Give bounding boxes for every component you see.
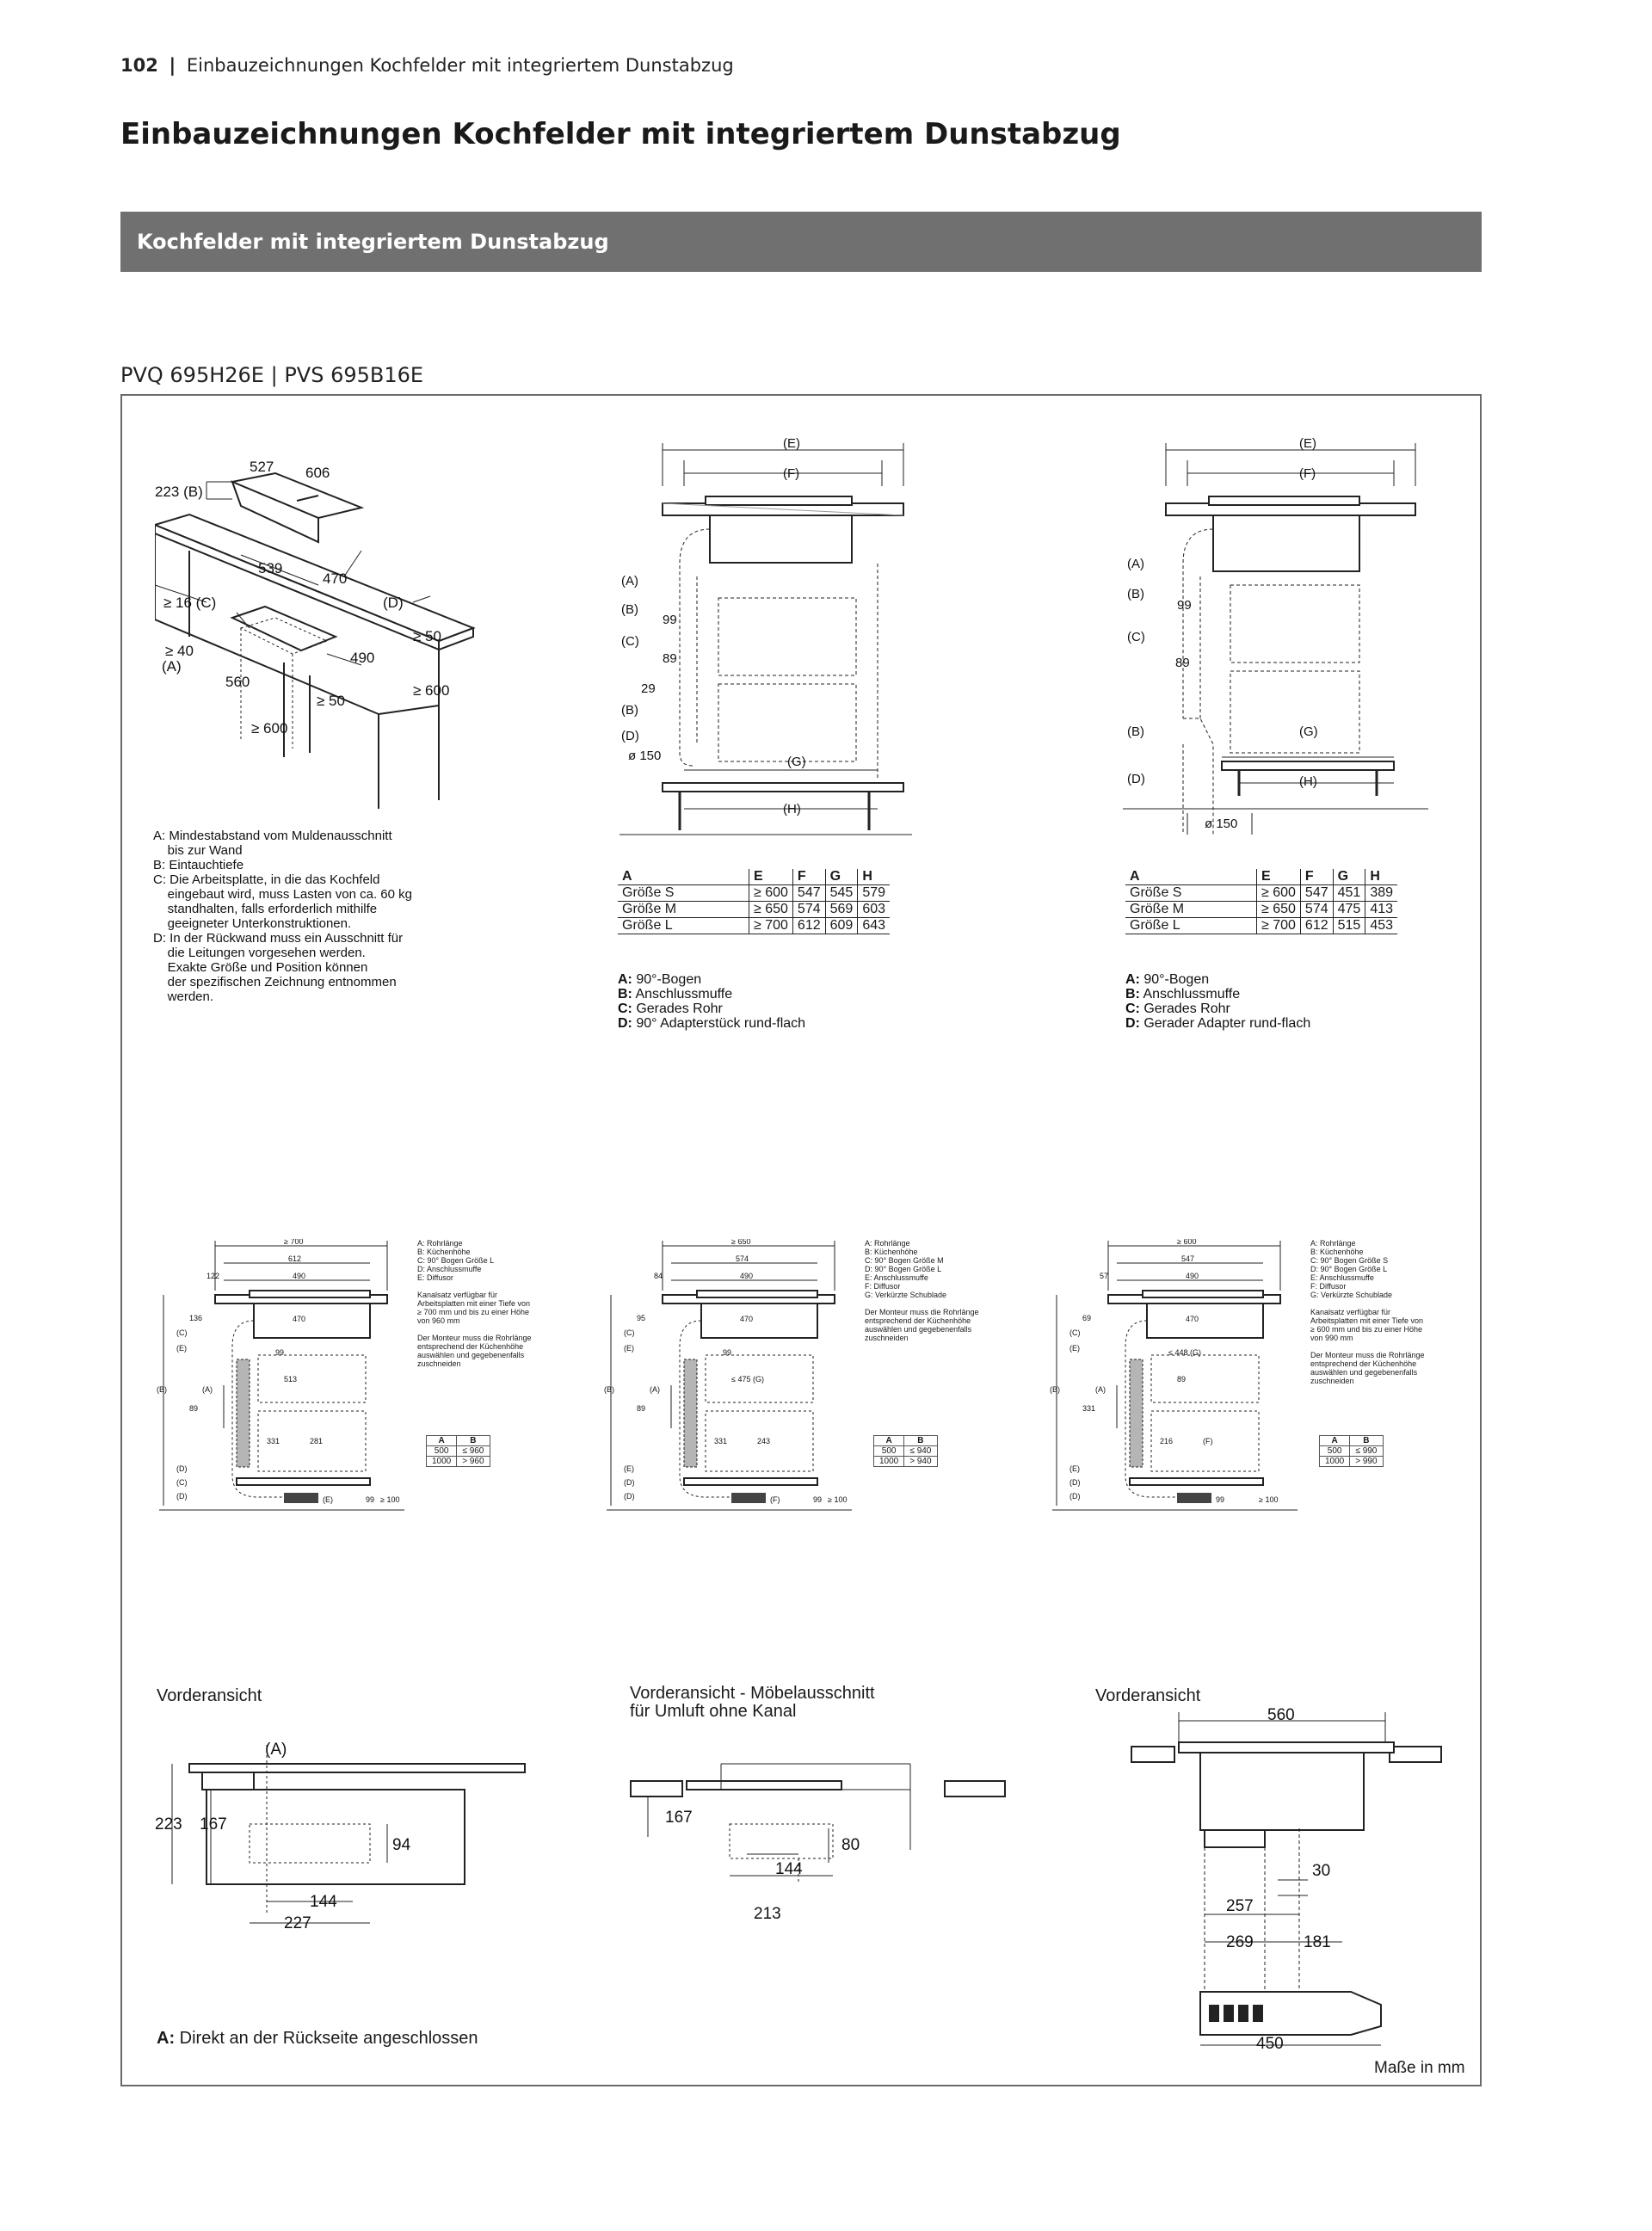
caption-line: für Umluft ohne Kanal [630,1702,797,1721]
dim-label: 331 [1082,1404,1096,1413]
front2-caption [630,1685,875,1721]
dim-label: 213 [754,1905,781,1923]
dim-label: (F) [1299,466,1316,481]
dim-label: (A) [1127,557,1144,571]
front3-drawing [1127,1708,1454,2052]
table-row: Größe L ≥ 700 612 515 453 [1125,918,1397,934]
size-table-left [618,869,890,934]
dim-label: 470 [293,1315,306,1323]
dim-label: (E) [323,1495,333,1504]
legend-line: entsprechend der Küchenhöhe [417,1342,524,1351]
page-number: 102 [120,55,158,76]
letter-label: (E) [624,1344,634,1353]
dim-label: 269 [1226,1933,1254,1951]
section-mini-table-3 [1319,1435,1384,1467]
iso-label: 539 [258,560,283,576]
model-line: PVQ 695H26E | PVS 695B16E [120,363,424,387]
dim-label: 560 [1267,1708,1295,1724]
legend-line [417,1282,532,1291]
legend-line: B: Eintauchtiefe [153,858,244,872]
dim-label: 490 [1186,1272,1199,1280]
section-legend-2 [865,1239,979,1342]
dim-label: 99 [1216,1495,1225,1504]
legend-line: entsprechend der Küchenhöhe [1310,1359,1417,1368]
dim-label: (B) [621,602,638,617]
dim-label: 89 [663,651,677,666]
iso-label: ≥ 600 [413,682,450,699]
table-row: 1000 > 940 [874,1457,938,1467]
table-header: A [1125,869,1257,885]
dim-label: ø 150 [628,749,662,763]
dim-label: ≥ 700 [284,1239,304,1246]
dim-label: (H) [1299,774,1317,789]
dim-label: 331 [714,1437,728,1445]
legend-line: zuschneiden [865,1334,909,1342]
legend-line: A: Rohrlänge [417,1239,463,1248]
legend-line: A: Rohrlänge [1310,1239,1356,1248]
dim-label: 95 [637,1314,646,1322]
legend-line: zuschneiden [1310,1377,1354,1385]
legend-line: der spezifischen Zeichnung entnommen [153,975,397,989]
legend-line: F: Diffusor [865,1282,901,1291]
dim-label: (E) [1299,436,1316,451]
iso-label: (A) [162,658,182,675]
section-mini-table-2 [873,1435,938,1467]
dim-label: (G) [1299,724,1318,739]
dim-label: 122 [206,1272,220,1280]
legend-line: D: In der Rückwand muss ein Ausschnitt für [153,931,404,946]
dim-label: 243 [757,1437,771,1445]
dim-label: (C) [1127,630,1145,644]
iso-label: ≥ 50 [317,693,345,709]
letter-label: (E) [176,1344,187,1353]
legend-line: C: Die Arbeitsplatte, in die das Kochfeld [153,872,380,887]
letter-label: (B) [1050,1385,1060,1394]
legend-line: Arbeitsplatten mit einer Tiefe von [417,1299,531,1308]
legend-line: geeigneter Unterkonstruktionen. [153,916,352,931]
legend-line: B: Küchenhöhe [865,1248,918,1256]
dim-label: 99 [366,1495,375,1504]
dim-label: 227 [284,1914,311,1932]
letter-label: (D) [624,1478,635,1487]
dim-label: 80 [841,1836,860,1854]
dim-label: 612 [288,1254,302,1263]
section-drawing-1 [155,1239,413,1514]
iso-drawing [155,456,482,817]
dim-label: 99 [813,1495,823,1504]
table-row: A B [427,1436,490,1446]
legend-line: Der Monteur muss die Rohrlänge [417,1334,532,1342]
legend-line: von 990 mm [1310,1334,1353,1342]
dim-label: ≥ 100 [828,1495,848,1504]
letter-label: (C) [176,1328,188,1337]
table-header: F [792,869,825,885]
dim-label: (B) [1127,587,1144,601]
dim-label: 216 [1160,1437,1174,1445]
letter-label: (A) [202,1385,213,1394]
legend-line: die Leitungen vorgesehen werden. [153,946,366,960]
side-section-left [611,434,921,839]
legend-line: Der Monteur muss die Rohrlänge [865,1308,979,1316]
iso-label: 560 [225,674,250,690]
side-right-legend: A: 90°-Bogen B: Anschlussmuffe C: Gerades Rohr D: Gerader Adapter rund-flach [1125,972,1311,1031]
front2-drawing [626,1755,1014,1927]
table-row: Größe M ≥ 650 574 475 413 [1125,902,1397,918]
dim-label: 144 [775,1860,803,1878]
dim-label: 89 [189,1404,199,1413]
dim-label: 281 [310,1437,324,1445]
letter-label: (B) [604,1385,614,1394]
legend-line [1310,1299,1425,1308]
letter-label: (E) [624,1464,634,1473]
dim-label: 181 [1304,1933,1331,1951]
legend-line: werden. [153,989,214,1004]
table-row: 1000 > 990 [1320,1457,1384,1467]
table-header: G [825,869,858,885]
letter-label: (D) [1069,1492,1081,1501]
legend-line [417,1325,532,1334]
dim-label: ≤ 475 (G) [731,1375,764,1384]
dim-label: (A) [265,1741,287,1759]
units-note: Maße in mm [1374,2059,1465,2077]
table-header: E [749,869,793,885]
table-header: H [1365,869,1397,885]
dim-label: 89 [637,1404,646,1413]
side-section-right [1119,434,1446,839]
iso-label: 490 [350,650,375,666]
legend-line: auswählen und gegebenenfalls [1310,1368,1418,1377]
dim-label: 574 [736,1254,749,1263]
legend-line: C: 90° Bogen Größe M [865,1256,944,1265]
dim-label: (B) [621,703,638,718]
legend-line: von 960 mm [417,1316,460,1325]
iso-label: 606 [305,465,330,481]
letter-label: (E) [1069,1344,1080,1353]
iso-label: 470 [323,570,348,587]
legend-line: ≥ 600 mm und bis zu einer Höhe [1310,1325,1423,1334]
table-header: E [1257,869,1301,885]
dim-label: 331 [267,1437,280,1445]
dim-label: (F) [1203,1437,1213,1445]
legend-line: E: Anschlussmuffe [1310,1273,1374,1282]
table-row: Größe L ≥ 700 612 609 643 [618,918,890,934]
iso-label: ≥ 50 [413,628,441,644]
legend-line: D: Anschlussmuffe [417,1265,482,1273]
dim-label: 30 [1312,1862,1331,1880]
page-title: Einbauzeichnungen Kochfelder mit integriertem Dunstabzug [120,117,1121,151]
dim-label: 99 [275,1348,285,1357]
letter-label: (E) [1069,1464,1080,1473]
dim-label: 490 [740,1272,754,1280]
header-separator: | [169,55,176,76]
legend-line: ≥ 700 mm und bis zu einer Höhe [417,1308,530,1316]
legend-line: Der Monteur muss die Rohrlänge [1310,1351,1425,1359]
dim-label: 450 [1256,2035,1284,2052]
section-drawing-3 [1048,1239,1306,1514]
legend-line: Kanalsatz verfügbar für [417,1291,498,1299]
table-row: 500 ≤ 960 [427,1446,490,1457]
letter-label: (D) [176,1464,188,1473]
legend-line: auswählen und gegebenenfalls [417,1351,525,1359]
dim-label: 144 [310,1893,337,1911]
table-row: 500 ≤ 940 [874,1446,938,1457]
table-row: A B [874,1436,938,1446]
letter-label: (B) [157,1385,167,1394]
dim-label: 167 [665,1809,693,1827]
section-band-label: Kochfelder mit integriertem Dunstabzug [137,230,609,254]
dim-label: 257 [1226,1897,1254,1915]
dim-label: ø 150 [1205,817,1238,831]
dim-label: ≥ 100 [380,1495,400,1504]
legend-line: zuschneiden [417,1359,461,1368]
legend-line: eingebaut wird, muss Lasten von ca. 60 kg [153,887,413,902]
section-mini-table-1 [426,1435,490,1467]
dim-label: (B) [1127,724,1144,739]
dim-label: 94 [392,1836,411,1854]
running-header [120,55,734,76]
dim-label: 470 [740,1315,754,1323]
letter-label: (D) [1069,1478,1081,1487]
running-title: Einbauzeichnungen Kochfelder mit integriertem Dunstabzug [186,55,734,76]
legend-line [865,1299,979,1308]
footnote [157,2029,478,2049]
dim-label: 89 [1175,656,1190,670]
iso-label: ≥ 40 [165,643,194,659]
letter-label: (C) [624,1328,635,1337]
dim-label: 29 [641,681,656,696]
table-row: Größe S ≥ 600 547 545 579 [618,885,890,902]
front3-caption: Vorderansicht [1095,1686,1201,1705]
letter-label: (D) [176,1492,188,1501]
dim-label: 547 [1181,1254,1195,1263]
legend-line: A: Rohrlänge [865,1239,910,1248]
table-row: 1000 > 960 [427,1457,490,1467]
table-header: F [1300,869,1333,885]
dim-label: (C) [621,634,639,649]
section-legend-1 [417,1239,532,1368]
iso-legend [153,829,412,1004]
table-row: 500 ≤ 990 [1320,1446,1384,1457]
dim-label: (G) [787,755,806,769]
dim-label: 57 [1100,1272,1109,1280]
footnote-key: A: [157,2029,176,2048]
legend-line: C: 90° Bogen Größe L [417,1256,495,1265]
dim-label: ≤ 448 (G) [1168,1348,1201,1357]
iso-label: ≥ 16 (C) [163,595,217,611]
side-left-legend: A: 90°-Bogen B: Anschlussmuffe C: Gerades Rohr D: 90° Adapterstück rund-flach [618,972,806,1031]
letter-label: (D) [624,1492,635,1501]
dim-label: 223 [155,1815,182,1833]
dim-label: 69 [1082,1314,1092,1322]
legend-line: standhalten, falls erforderlich mithilfe [153,902,378,916]
table-header: A [618,869,749,885]
dim-label: ≥ 650 [731,1239,751,1246]
dim-label: (A) [621,574,638,589]
legend-line: D: 90° Bogen Größe L [865,1265,942,1273]
table-row: A B [1320,1436,1384,1446]
legend-line: G: Verkürzte Schublade [865,1291,947,1299]
letter-label: (A) [650,1385,660,1394]
dim-label: (D) [1127,772,1145,786]
dim-label: 99 [1177,598,1192,613]
table-header: H [858,869,890,885]
legend-line: A: Mindestabstand vom Muldenausschnitt [153,829,392,843]
dim-label: 136 [189,1314,203,1322]
dim-label: 490 [293,1272,306,1280]
size-table-right [1125,869,1397,934]
dim-label: 513 [284,1375,298,1384]
legend-line: B: Küchenhöhe [417,1248,471,1256]
dim-label: ≥ 100 [1259,1495,1279,1504]
legend-line: Arbeitsplatten mit einer Tiefe von [1310,1316,1424,1325]
legend-line: E: Diffusor [417,1273,453,1282]
legend-line: bis zur Wand [153,843,243,858]
dim-label: (F) [770,1495,780,1504]
dim-label: 167 [200,1815,227,1833]
section-drawing-2 [602,1239,860,1514]
legend-line: E: Anschlussmuffe [865,1273,928,1282]
iso-label: ≥ 600 [251,720,288,736]
letter-label: (A) [1095,1385,1106,1394]
caption-line: Vorderansicht - Möbelausschnitt [630,1684,875,1703]
table-row: Größe M ≥ 650 574 569 603 [618,902,890,918]
legend-line: Kanalsatz verfügbar für [1310,1308,1391,1316]
section-band [120,212,1482,272]
front1-drawing [155,1729,533,1944]
legend-line: G: Verkürzte Schublade [1310,1291,1393,1299]
iso-label: 223 (B) [155,484,203,500]
legend-line: auswählen und gegebenenfalls [865,1325,972,1334]
dim-label: (E) [783,436,800,451]
iso-label: (D) [383,595,404,611]
dim-label: ≥ 600 [1177,1239,1197,1246]
footnote-text: Direkt an der Rückseite angeschlossen [175,2029,478,2048]
dim-label: 99 [663,613,677,627]
legend-line: B: Küchenhöhe [1310,1248,1364,1256]
dim-label: (D) [621,729,639,743]
iso-label: 527 [250,459,274,475]
table-row: Größe S ≥ 600 547 451 389 [1125,885,1397,902]
dim-label: (F) [783,466,800,481]
letter-label: (C) [1069,1328,1081,1337]
legend-line: F: Diffusor [1310,1282,1347,1291]
legend-line: Exakte Größe und Position können [153,960,368,975]
letter-label: (C) [176,1478,188,1487]
dim-label: 470 [1186,1315,1199,1323]
legend-line: C: 90° Bogen Größe S [1310,1256,1389,1265]
dim-label: 84 [654,1272,663,1280]
front1-caption: Vorderansicht [157,1686,262,1705]
legend-line: entsprechend der Küchenhöhe [865,1316,971,1325]
dim-label: 89 [1177,1375,1187,1384]
dim-label: 99 [723,1348,732,1357]
dim-label: (H) [783,802,801,817]
section-legend-3 [1310,1239,1425,1385]
legend-line [1310,1342,1425,1351]
table-header: G [1333,869,1365,885]
legend-line: D: 90° Bogen Größe L [1310,1265,1388,1273]
